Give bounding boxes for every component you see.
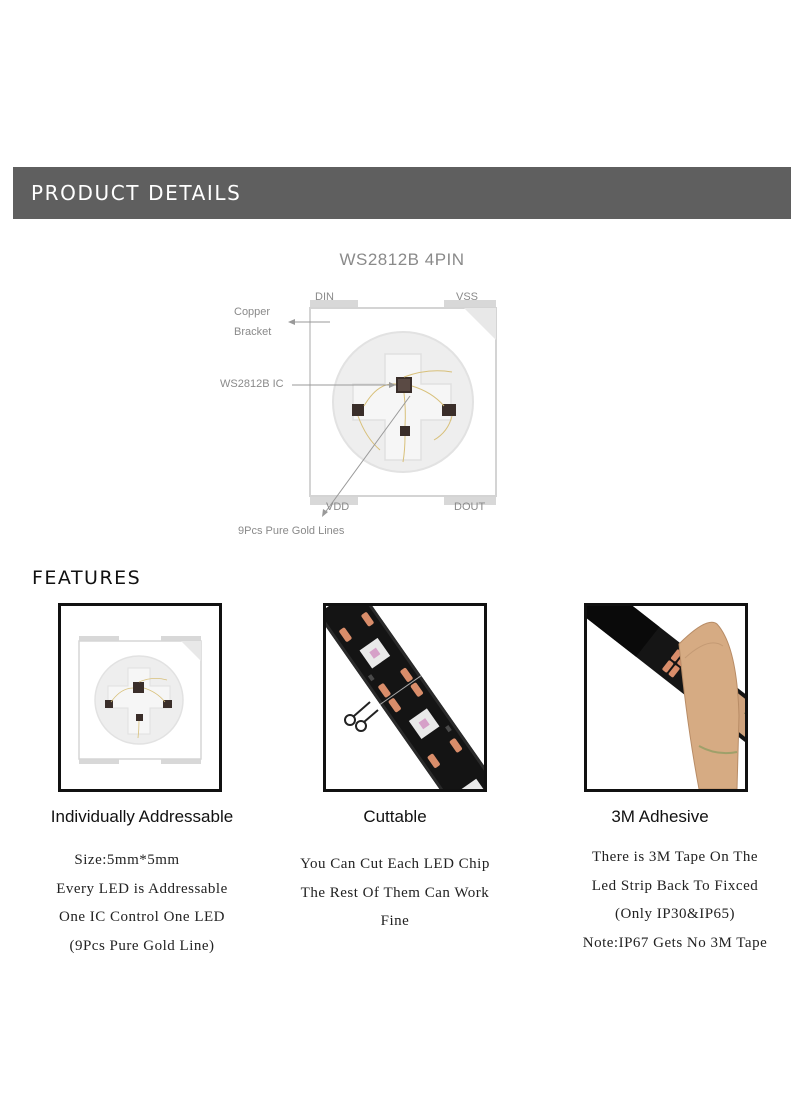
feature-desc-adhesive bbox=[560, 843, 790, 957]
product-details-header bbox=[13, 167, 791, 219]
feature-desc-line: Every LED is Addressable bbox=[56, 880, 228, 897]
pin-dout-label: DOUT bbox=[454, 501, 486, 513]
feature-card-adhesive bbox=[584, 603, 748, 792]
feature-name-addressable: Individually Addressable bbox=[50, 807, 234, 826]
copper-label-line2: Bracket bbox=[234, 326, 272, 338]
feature-desc-line: (9Pcs Pure Gold Line) bbox=[69, 937, 215, 954]
feature-card-cuttable bbox=[323, 603, 487, 792]
feature-desc-cuttable bbox=[280, 850, 510, 936]
scissors-icon bbox=[345, 702, 378, 731]
pin-vdd-label: VDD bbox=[326, 501, 350, 513]
feature-desc-line: Led Strip Back To Fixced bbox=[591, 877, 759, 894]
feature-desc-line: (Only IP30&IP65) bbox=[614, 906, 736, 922]
led-chip-image bbox=[61, 606, 219, 789]
feature-name-adhesive: 3M Adhesive bbox=[611, 807, 709, 826]
feature-desc-addressable bbox=[22, 846, 262, 960]
feature-desc-line: Fine bbox=[380, 913, 410, 929]
pin-din-label: DIN bbox=[315, 291, 334, 303]
adhesive-strip-image bbox=[587, 606, 745, 789]
feature-desc-line: You Can Cut Each LED Chip bbox=[300, 856, 490, 872]
feature-card-addressable bbox=[58, 603, 222, 792]
feature-desc-line: Size:5mm*5mm bbox=[74, 852, 180, 868]
ic-label: WS2812B IC bbox=[220, 378, 284, 390]
pin-vss-label: VSS bbox=[456, 291, 479, 303]
feature-desc-line: There is 3M Tape On The bbox=[591, 849, 759, 865]
ws2812b-diagram bbox=[200, 280, 520, 550]
led-strip-image bbox=[326, 606, 484, 789]
led-die-green bbox=[400, 426, 410, 436]
led-die-red bbox=[352, 404, 364, 416]
header-title: PRODUCT DETAILS bbox=[31, 181, 242, 205]
diagram-title: WS2812B 4PIN bbox=[339, 250, 465, 269]
feature-desc-line: One IC Control One LED bbox=[59, 909, 225, 925]
gold-lines-label: 9Pcs Pure Gold Lines bbox=[238, 525, 345, 537]
feature-desc-line: Note:IP67 Gets No 3M Tape bbox=[582, 934, 768, 951]
feature-name-cuttable: Cuttable bbox=[363, 807, 427, 826]
feature-desc-line: The Rest Of Them Can Work bbox=[300, 884, 490, 901]
copper-label-line1: Copper bbox=[234, 306, 271, 318]
features-title: FEATURES bbox=[32, 567, 142, 589]
